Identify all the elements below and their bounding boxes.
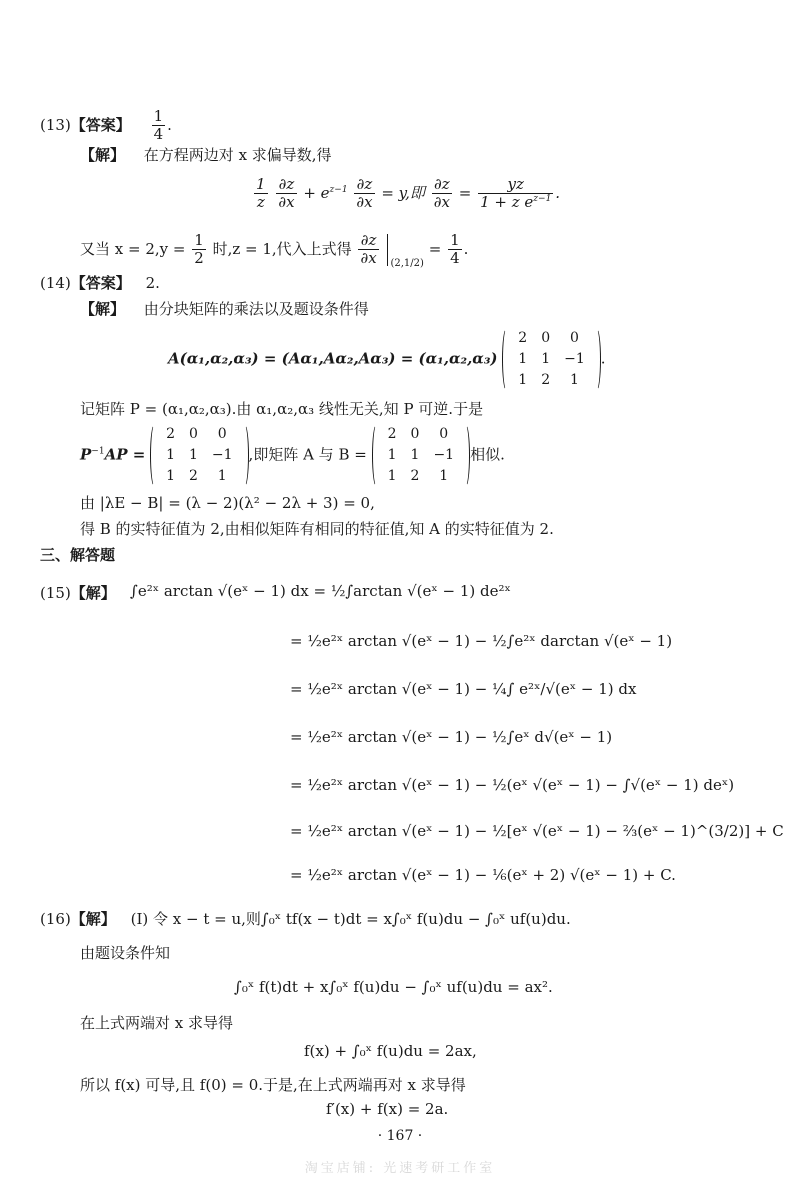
q14-number: (14) bbox=[40, 274, 71, 292]
q14-line-5: 由 |λE − B| = (λ − 2)(λ² − 2λ + 3) = 0, bbox=[80, 494, 375, 512]
partial-z-x: $\frac{\partial z}{\partial x}$ bbox=[278, 175, 295, 212]
partial-z-x: $\frac{\partial z}{\partial x}$ bbox=[433, 175, 450, 212]
q14-answer-tag: 【答案】 bbox=[70, 274, 131, 292]
evaluation-point: (2,1/2) bbox=[390, 257, 424, 269]
partial-z-x: $\frac{\partial z}{\partial x}$ bbox=[356, 175, 373, 212]
q15-step-6: = ½e²ˣ arctan √(eˣ − 1) − ½[eˣ √(eˣ − 1) − ⅔(eˣ − 1)^(3/2)] + C bbox=[290, 822, 784, 840]
q15-solution-tag: 【解】 bbox=[70, 584, 116, 602]
q16-equation-2: ∫₀ˣ f(t)dt + x∫₀ˣ f(u)du − ∫₀ˣ uf(u)du = ax². bbox=[234, 978, 553, 996]
q16-equation-3: f(x) + ∫₀ˣ f(u)du = 2ax, bbox=[304, 1042, 477, 1060]
q15-number: (15) bbox=[40, 584, 71, 602]
q15-step-4: = ½e²ˣ arctan √(eˣ − 1) − ½∫eˣ d√(eˣ − 1) bbox=[290, 728, 613, 746]
q16-number: (16) bbox=[40, 910, 71, 928]
q16-header bbox=[40, 912, 571, 927]
q14-line-3: 记矩阵 P = (α₁,α₂,α₃).由 α₁,α₂,α₃ 线性无关,知 P 可逆.于是 bbox=[80, 400, 484, 418]
q16-line-3: 在上式两端对 x 求导得 bbox=[80, 1014, 233, 1032]
section-title: 三、解答题 bbox=[40, 546, 116, 564]
fraction-quarter: $\frac{1}{4}$ bbox=[450, 231, 460, 268]
q14-line-4: $P^{-1}AP$ = 2 0 0 1 1 −1 1 2 1 ,即矩阵 A 与 B = 2 0 0 1 1 −1 1 2 1 相似. bbox=[80, 424, 505, 487]
fraction-yz: $\frac{yz}{1 + z e^{z-1}}$ bbox=[480, 175, 552, 212]
q13-answer-tag: 【答案】 bbox=[70, 115, 131, 134]
q16-equation-4: f′(x) + f(x) = 2a. bbox=[326, 1100, 449, 1118]
q14-solution-text: 由分块矩阵的乘法以及题设条件得 bbox=[143, 300, 369, 318]
q15-step-1: ∫e²ˣ arctan √(eˣ − 1) dx = ½∫arctan √(eˣ − 1) de²ˣ bbox=[130, 582, 511, 600]
q15-header bbox=[40, 586, 116, 601]
q15-step-7: = ½e²ˣ arctan √(eˣ − 1) − ⅙(eˣ + 2) √(eˣ − 1) + C. bbox=[290, 866, 676, 884]
q13-answer-fraction bbox=[152, 108, 166, 144]
fraction-half: $\frac{1}{2}$ bbox=[194, 231, 204, 268]
q14-equation-lhs: A(α₁,α₂,α₃) = (Aα₁,Aα₂,Aα₃) = (α₁,α₂,α₃) bbox=[168, 349, 498, 368]
q16-line-2: 由题设条件知 bbox=[80, 944, 171, 962]
q16-line-4: 所以 f(x) 可导,且 f(0) = 0.于是,在上式两端再对 x 求导得 bbox=[80, 1076, 466, 1094]
q13-header: (13)【答案】 $\frac{1}{4}$ . bbox=[40, 107, 172, 144]
q13-number: (13) bbox=[40, 115, 71, 134]
q14-matrix: 2 0 0 1 1 −1 1 2 1 bbox=[502, 328, 600, 391]
q15-step-2: = ½e²ˣ arctan √(eˣ − 1) − ½∫e²ˣ darctan √(eˣ − 1) bbox=[290, 632, 673, 650]
q13-solution-intro bbox=[80, 148, 332, 163]
evaluation-bar bbox=[387, 234, 388, 266]
q14-header bbox=[40, 276, 160, 291]
matrix-b-copy: 2 0 0 1 1 −1 1 2 1 bbox=[150, 424, 248, 487]
partial-z-x: $\frac{\partial z}{\partial x}$ bbox=[360, 231, 377, 268]
q15-step-5: = ½e²ˣ arctan √(eˣ − 1) − ½(eˣ √(eˣ − 1) − ∫√(eˣ − 1) deˣ) bbox=[290, 776, 735, 794]
q13-equation-1: $\frac{1}{z}$ $\frac{\partial z}{\partial x}$ + $e^{z-1}$ $\frac{\partial z}{\partial x}$ = y,即 $\frac{\partial z}{\partial x}$ = $\frac{yz}{1 + z e^{z-1}}$ . bbox=[256, 175, 561, 212]
page-number: · 167 · bbox=[377, 1128, 423, 1144]
q14-solution-intro bbox=[80, 302, 369, 317]
q14-solution-tag: 【解】 bbox=[80, 300, 126, 318]
q13-answer-denominator: 4 bbox=[153, 125, 164, 144]
fraction-1-over-z: $\frac{1}{z}$ bbox=[256, 175, 266, 212]
q16-solution-tag: 【解】 bbox=[70, 910, 116, 928]
q13-answer-numerator: 1 bbox=[153, 107, 164, 125]
q13-solution-tag: 【解】 bbox=[80, 146, 126, 164]
q16-part-label: (Ⅰ) bbox=[130, 910, 149, 928]
watermark: 淘宝店铺: 光速考研工作室 bbox=[304, 1161, 496, 1176]
q16-line-1: 令 x − t = u,则∫₀ˣ tf(x − t)dt = x∫₀ˣ f(u)du − ∫₀ˣ uf(u)du. bbox=[153, 910, 571, 928]
q14-answer-value: 2. bbox=[145, 274, 160, 292]
q13-solution-text: 在方程两边对 x 求偏导数,得 bbox=[143, 146, 332, 164]
q14-line-6: 得 B 的实特征值为 2,由相似矩阵有相同的特征值,知 A 的实特征值为 2. bbox=[80, 520, 554, 538]
q13-line-3: 又当 x = 2,y = $\frac{1}{2}$ 时,z = 1,代入上式得 $\frac{\partial z}{\partial x}$ $_{(2,1/2)}$ = $\frac{1}{4}$ . bbox=[80, 231, 469, 269]
matrix-b: 2 0 0 1 1 −1 1 2 1 bbox=[372, 424, 470, 487]
q15-step-3: = ½e²ˣ arctan √(eˣ − 1) − ¼∫ e²ˣ/√(eˣ − 1) dx bbox=[290, 680, 637, 698]
q14-equation-1: A(α₁,α₂,α₃) = (Aα₁,Aα₂,Aα₃) = (α₁,α₂,α₃) 2 0 0 1 1 −1 1 2 1 . bbox=[168, 328, 606, 391]
